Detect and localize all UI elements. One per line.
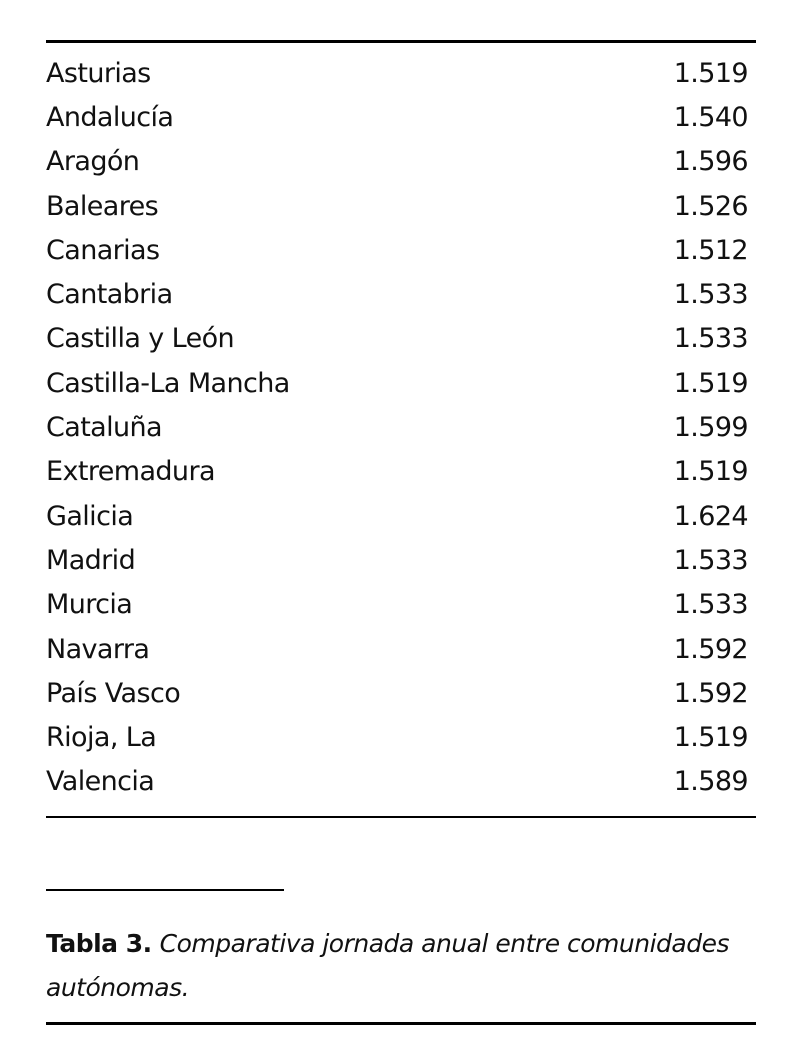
row-value: 1.540 <box>673 101 748 133</box>
table-row <box>46 671 748 715</box>
row-name: Madrid <box>46 544 136 576</box>
data-table <box>46 51 748 804</box>
row-value: 1.512 <box>673 234 748 266</box>
row-value: 1.526 <box>673 190 748 222</box>
caption-label: Tabla 3. <box>46 929 152 958</box>
table-row <box>46 715 748 759</box>
caption-separator <box>46 889 284 891</box>
row-value: 1.533 <box>673 279 748 311</box>
row-name: Baleares <box>46 190 159 222</box>
row-name: Galicia <box>46 500 134 532</box>
row-value: 1.519 <box>673 57 748 89</box>
table-row <box>46 405 748 449</box>
table-caption <box>46 922 756 1010</box>
row-name: Castilla y León <box>46 323 235 355</box>
table-row <box>46 450 748 494</box>
row-name: Valencia <box>46 766 155 798</box>
table-row <box>46 317 748 361</box>
row-name: Extremadura <box>46 456 215 488</box>
row-value: 1.596 <box>673 146 748 178</box>
caption-text: Comparativa jornada anual entre comunidades autónomas. <box>46 929 730 1002</box>
row-value: 1.519 <box>673 456 748 488</box>
table-row <box>46 272 748 316</box>
row-name: Andalucía <box>46 101 174 133</box>
row-name: Asturias <box>46 57 151 89</box>
table-row <box>46 760 748 804</box>
row-value: 1.519 <box>673 722 748 754</box>
row-value: 1.533 <box>673 323 748 355</box>
table-row <box>46 583 748 627</box>
row-name: Navarra <box>46 633 150 665</box>
row-name: Cantabria <box>46 279 173 311</box>
table-row <box>46 494 748 538</box>
row-name: Castilla-La Mancha <box>46 367 290 399</box>
table-row <box>46 627 748 671</box>
caption-bottom-rule <box>46 1022 756 1025</box>
row-name: Canarias <box>46 234 160 266</box>
row-value: 1.589 <box>673 766 748 798</box>
row-name: Cataluña <box>46 412 163 444</box>
table-bottom-rule <box>46 816 756 818</box>
row-value: 1.599 <box>673 412 748 444</box>
row-value: 1.592 <box>673 633 748 665</box>
table-top-rule <box>46 40 756 43</box>
row-value: 1.592 <box>673 677 748 709</box>
table-row <box>46 95 748 139</box>
table-row <box>46 538 748 582</box>
row-name: Rioja, La <box>46 722 157 754</box>
table-row <box>46 140 748 184</box>
table-row <box>46 228 748 272</box>
row-name: Aragón <box>46 146 140 178</box>
table-row <box>46 361 748 405</box>
table-row <box>46 51 748 95</box>
row-name: Murcia <box>46 589 133 621</box>
row-value: 1.519 <box>673 367 748 399</box>
row-name: País Vasco <box>46 677 181 709</box>
row-value: 1.533 <box>673 589 748 621</box>
row-value: 1.624 <box>673 500 748 532</box>
row-value: 1.533 <box>673 544 748 576</box>
table-row <box>46 184 748 228</box>
